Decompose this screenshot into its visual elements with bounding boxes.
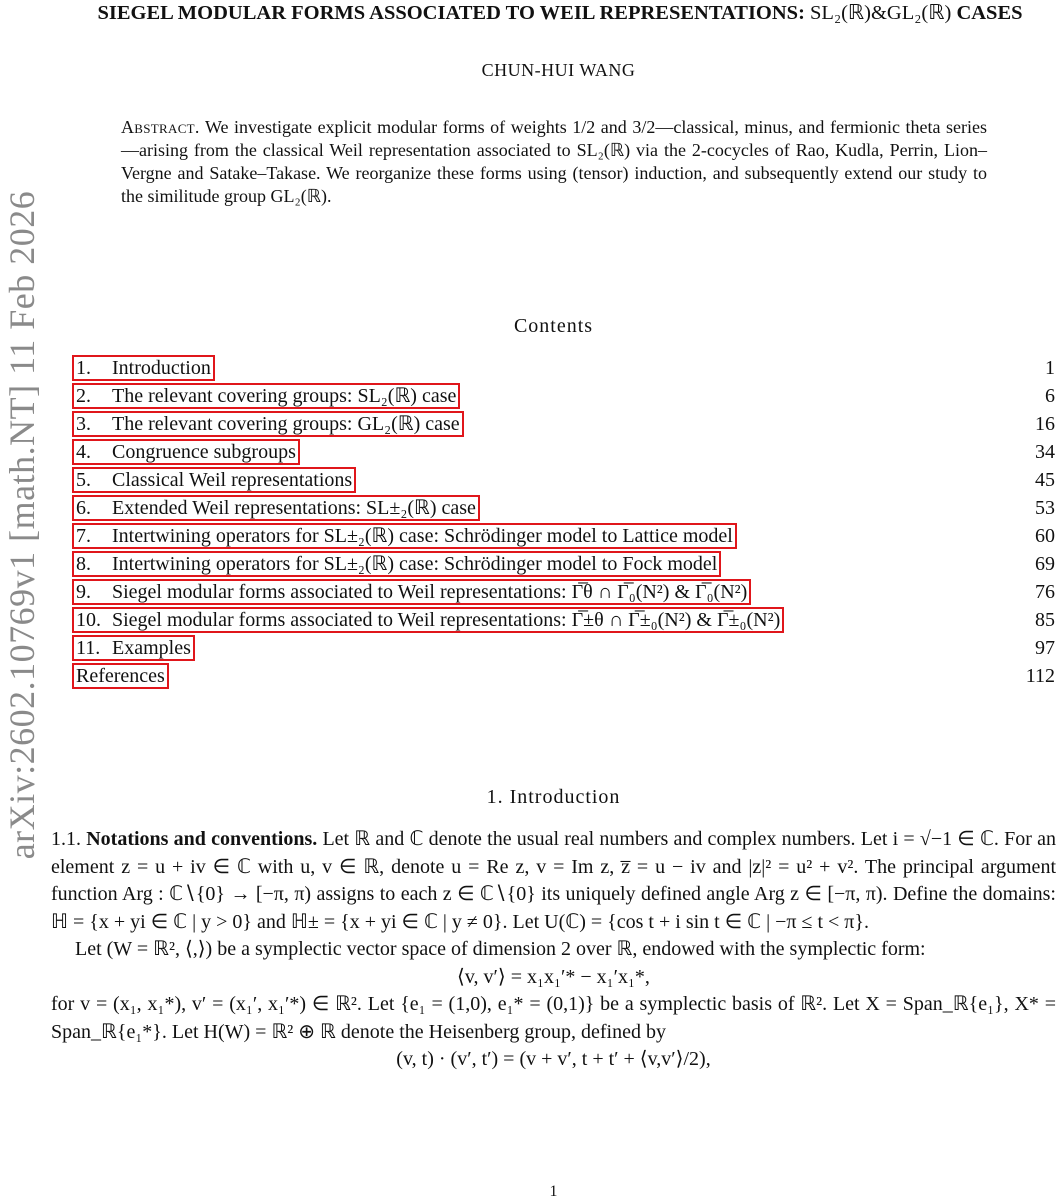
arxiv-identifier: arXiv:2602.10769v1 [math.NT] 11 Feb 2026 (2, 190, 42, 860)
abstract-heading: Abstract. (121, 117, 200, 137)
toc-page-number: 53 (1035, 496, 1055, 519)
paper-title (60, 0, 1057, 25)
toc-link[interactable] (72, 495, 480, 521)
toc-title: The relevant covering groups: GL₂(ℝ) case (112, 413, 460, 435)
toc-number: 11. (76, 637, 101, 659)
toc-title: Congruence subgroups (112, 441, 296, 463)
toc-number: 9. (76, 581, 91, 603)
toc-page-number: 85 (1035, 608, 1055, 631)
toc-row (72, 662, 1057, 690)
subsection-number: 1.1. (51, 828, 87, 850)
toc-page-number: 97 (1035, 636, 1055, 659)
toc-link[interactable] (72, 635, 195, 661)
toc-number: 6. (76, 497, 91, 519)
paragraph-notations (51, 826, 1056, 936)
page-number: 1 (549, 1183, 558, 1200)
table-of-contents (72, 354, 1057, 690)
toc-title: References (76, 665, 165, 687)
toc-link[interactable] (72, 383, 460, 409)
toc-page-number: 112 (1025, 664, 1055, 687)
title-tail: CASES (951, 2, 1023, 24)
paragraph-basis: for v = (x₁, x₁*), v′ = (x₁′, x₁′*) ∈ ℝ². Let {e₁ = (1,0), e₁* = (0,1)} be a symplectic basis of ℝ². Let X = Span_ℝ{e₁}, X* = Span_ℝ{e₁*}. Let H(W) = ℝ² ⊕ ℝ denote the Heisenberg group, defined by (51, 993, 1056, 1043)
toc-title: Extended Weil representations: SL±₂(ℝ) case (112, 497, 476, 519)
toc-number: 7. (76, 525, 91, 547)
toc-page-number: 1 (1045, 356, 1055, 379)
toc-title: Intertwining operators for SL±₂(ℝ) case: Schrödinger model to Lattice model (112, 525, 733, 547)
author-name: CHUN-HUI WANG (481, 60, 636, 80)
toc-page-number: 16 (1035, 412, 1055, 435)
toc-link[interactable] (72, 607, 784, 633)
toc-number: 4. (76, 441, 91, 463)
abstract-text: We investigate explicit modular forms of weights 1/2 and 3/2—classical, minus, and fermionic theta series—arising from the classical Weil representation associated to SL₂(ℝ) via the 2-cocycles of Rao, Kudla, Perrin, Lion–Vergne and Satake–Takase. We reorganize these forms using (tensor) induction, and subsequently extend our study to the similitude group GL₂(ℝ). (121, 117, 987, 206)
toc-title: Introduction (112, 357, 211, 379)
introduction-body (51, 826, 1056, 1074)
toc-link[interactable] (72, 355, 215, 381)
toc-page-number: 76 (1035, 580, 1055, 603)
section-heading-introduction: 1. Introduction (486, 786, 621, 808)
toc-page-number: 6 (1045, 384, 1055, 407)
toc-title: Intertwining operators for SL±₂(ℝ) case: Schrödinger model to Fock model (112, 553, 718, 575)
toc-link[interactable] (72, 551, 721, 577)
toc-link[interactable] (72, 439, 300, 465)
toc-row (72, 410, 1057, 438)
toc-page-number: 34 (1035, 440, 1055, 463)
toc-link[interactable] (72, 467, 356, 493)
toc-number: 10. (76, 609, 101, 631)
toc-row (72, 466, 1057, 494)
toc-row (72, 578, 1057, 606)
toc-row (72, 382, 1057, 410)
toc-page-number: 60 (1035, 524, 1055, 547)
toc-row (72, 354, 1057, 382)
equation-symplectic-form: ⟨v, v′⟩ = x₁x₁′* − x₁′x₁*, (457, 965, 650, 988)
toc-row (72, 522, 1057, 550)
toc-row (72, 606, 1057, 634)
abstract (121, 116, 987, 208)
toc-link[interactable] (72, 411, 464, 437)
equation-heisenberg-law: (v, t) · (v′, t′) = (v + v′, t + t′ + ⟨v,v′⟩/2), (396, 1048, 711, 1070)
toc-title: Siegel modular forms associated to Weil representations: Γ̅θ ∩ Γ̅₀(N²) & Γ̅₀(N²) (112, 581, 748, 603)
paragraph-text: Let ℝ and ℂ denote the usual real numbers and complex numbers. Let i = √−1 ∈ ℂ. For an element z = u + iv ∈ ℂ with u, v ∈ ℝ, denote u = Re z, v = Im z, z̅ = u − iv and |z|² = u² + v². The principal argument function Arg : ℂ∖{0} → [−π, π) assigns to each z ∈ ℂ∖{0} its uniquely defined angle Arg z ∈ [−π, π). Define the domains: ℍ = {x + yi ∈ ℂ | y > 0} and ℍ± = {x + yi ∈ ℂ | y ≠ 0}. Let U(ℂ) = {cos t + i sin t ∈ ℂ | −π ≤ t < π}. (51, 828, 1056, 933)
toc-number: 8. (76, 553, 91, 575)
toc-title: Examples (112, 637, 191, 659)
subsection-title: Notations and conventions. (86, 828, 318, 850)
toc-title: Classical Weil representations (112, 469, 353, 491)
contents-heading: Contents (513, 315, 594, 337)
toc-row (72, 550, 1057, 578)
toc-number: 2. (76, 385, 91, 407)
title-text: SIEGEL MODULAR FORMS ASSOCIATED TO WEIL REPRESENTATIONS: (97, 2, 811, 24)
toc-page-number: 69 (1035, 552, 1055, 575)
toc-row (72, 634, 1057, 662)
toc-page-number: 45 (1035, 468, 1055, 491)
title-math: SL₂(ℝ)&GL₂(ℝ) (810, 2, 952, 24)
toc-title: The relevant covering groups: SL₂(ℝ) case (112, 385, 457, 407)
paragraph-symplectic: Let (W = ℝ², ⟨,⟩) be a symplectic vector space of dimension 2 over ℝ, endowed with the symplectic form: (75, 938, 926, 960)
toc-link[interactable] (72, 523, 737, 549)
toc-number: 3. (76, 413, 91, 435)
toc-link[interactable] (72, 663, 169, 689)
toc-link[interactable] (72, 579, 751, 605)
toc-number: 5. (76, 469, 91, 491)
toc-row (72, 438, 1057, 466)
toc-title: Siegel modular forms associated to Weil representations: Γ̅±θ ∩ Γ̅±₀(N²) & Γ̅±₀(N²) (112, 609, 781, 631)
toc-number: 1. (76, 357, 91, 379)
toc-row (72, 494, 1057, 522)
